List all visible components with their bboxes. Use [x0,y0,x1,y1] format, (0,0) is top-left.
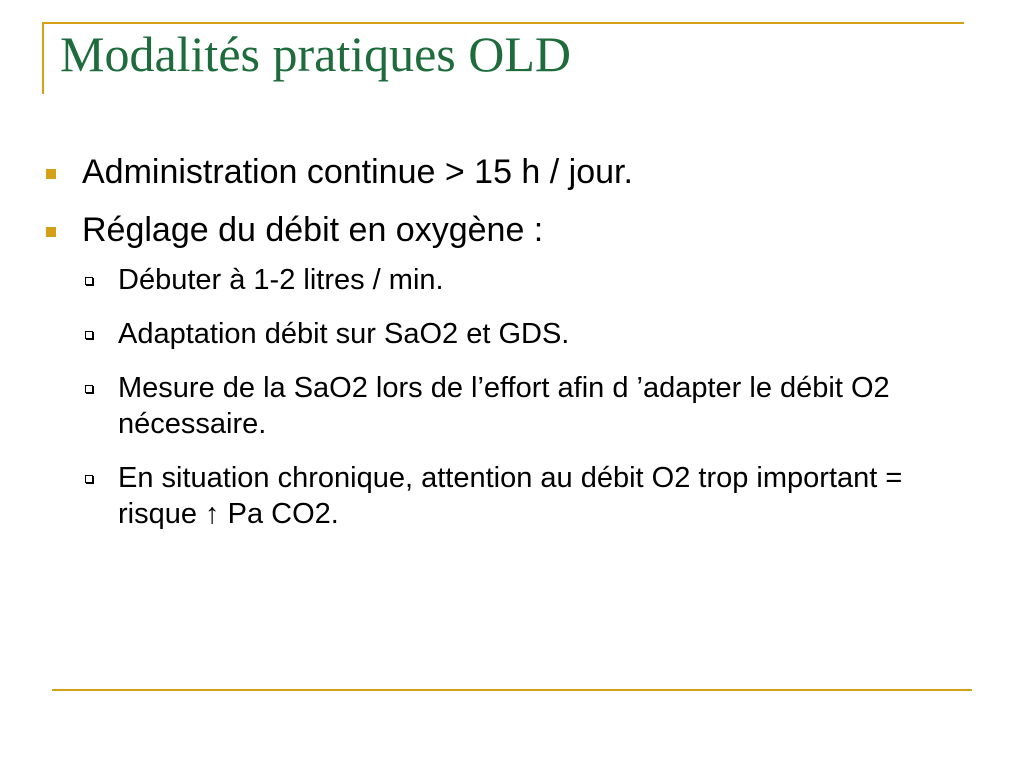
slide-content [46,150,946,550]
bullet-text: Réglage du débit en oxygène : [82,211,544,249]
footer-rule [52,689,972,691]
sub-bullet-item [46,316,938,352]
hollow-square-bullet-icon [85,475,93,483]
bullet-item [46,208,946,252]
sub-bullet-item [46,370,938,442]
sub-bullet-text: Débuter à 1-2 litres / min. [118,264,444,296]
hollow-square-bullet-icon [85,331,93,339]
bullet-text: Administration continue > 15 h / jour. [82,153,633,191]
title-frame-left-rule [42,22,44,94]
sub-bullet-list [46,262,946,532]
square-bullet-icon [46,169,56,179]
sub-bullet-text: Mesure de la SaO2 lors de l’effort afin d ’adapter le débit O2 nécessaire. [118,372,890,440]
title-frame-top-rule [42,22,964,24]
sub-bullet-text: Adaptation débit sur SaO2 et GDS. [118,318,570,350]
sub-bullet-item [46,460,938,532]
sub-bullet-text: En situation chronique, attention au débit O2 trop important = risque ↑ Pa CO2. [118,462,903,530]
hollow-square-bullet-icon [85,277,93,285]
hollow-square-bullet-icon [85,385,93,393]
square-bullet-icon [46,227,56,237]
bullet-item [46,150,946,194]
slide-title: Modalités pratiques OLD [60,26,572,82]
sub-bullet-item [46,262,938,298]
